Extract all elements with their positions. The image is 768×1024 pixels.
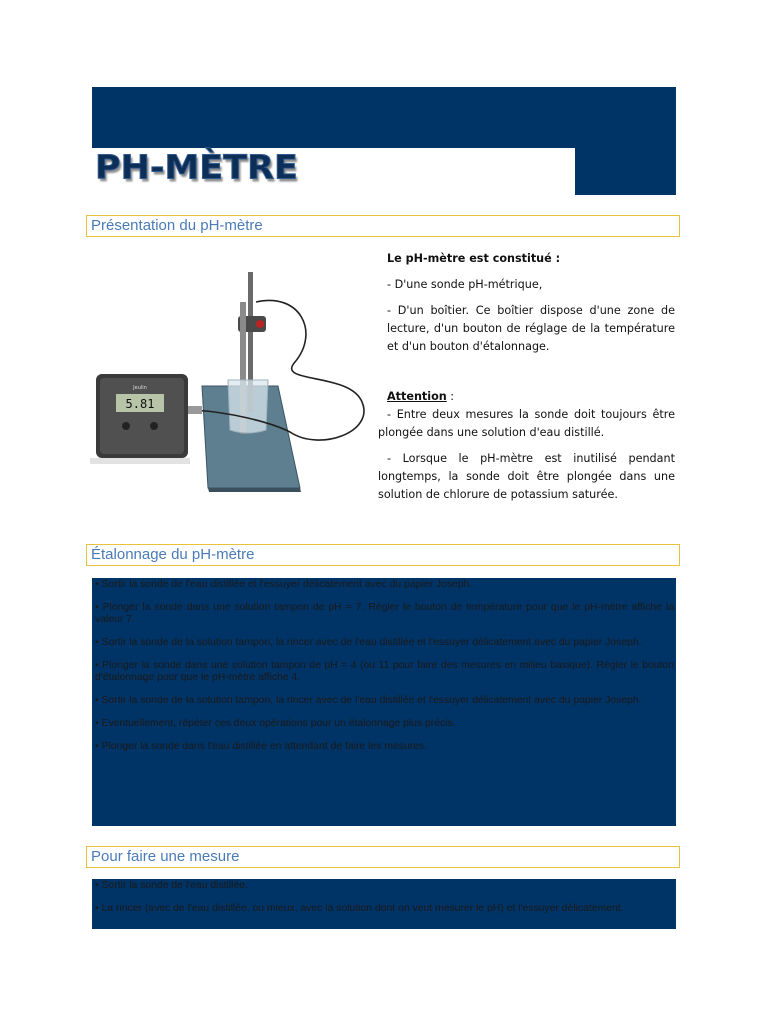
ph-meter-photo <box>90 262 380 494</box>
section-heading-label: Présentation du pH-mètre <box>91 217 263 234</box>
component-box: - D'un boîtier. Ce boîtier dispose d'une zone de lecture, d'un bouton de réglage de la température et d'un bouton d'étalonnage. <box>387 304 675 353</box>
section-heading-mesure <box>86 846 680 868</box>
presentation-text <box>378 250 675 512</box>
attention-label: Attention <box>387 390 447 403</box>
temperature-knob <box>122 422 130 430</box>
mesure-step: • Sortir la sonde de l'eau distillée. <box>95 880 248 891</box>
etalonnage-steps <box>92 578 676 826</box>
etalonnage-step: • Plonger la sonde dans une solution tampon de pH = 7. Régler le bouton de température pour que le pH-mètre affiche la valeur 7. <box>95 602 674 625</box>
etalonnage-step: • Sortir la sonde de la solution tampon, la rincer avec de l'eau distillée et l'essuyer délicatement avec du papier Joseph. <box>95 637 642 648</box>
intro-text: Le pH-mètre est constitué : <box>387 252 561 265</box>
mesure-steps <box>92 879 676 929</box>
meter-shadow <box>90 458 190 464</box>
section-heading-presentation <box>86 215 680 237</box>
meter-display-value: 5.81 <box>125 397 155 411</box>
attention-heading <box>378 388 675 406</box>
beaker <box>228 380 268 433</box>
etalonnage-step: • Plonger la sonde dans une solution tampon de pH = 4 (ou 11 pour faire des mesures en milieu basique). Régler le bouton d'étalonnage pour que le pH-mètre affiche 4. <box>95 660 674 683</box>
cable-connector <box>188 406 202 414</box>
warning-storage: - Entre deux mesures la sonde doit toujours être plongée dans une solution d'eau distillé. <box>378 408 675 439</box>
meter-brand: Jeulin <box>133 385 147 391</box>
calibration-knob <box>150 422 158 430</box>
etalonnage-step: • Plonger la sonde dans l'eau distillée en attendant de faire les mesures. <box>95 741 427 752</box>
attention-colon: : <box>446 390 455 403</box>
mesure-step: • La rincer (avec de l'eau distillée, ou mieux, avec la solution dont on veut mesurer le pH) et l'essuyer délicatement. <box>95 903 624 914</box>
etalonnage-step: • Eventuellement, répéter ces deux opérations pour un étalonnage plus précis. <box>95 718 456 729</box>
warning-long-term: - Lorsque le pH-mètre est inutilisé pendant longtemps, la sonde doit être plongée dans une solution de chlorure de potassium saturée. <box>378 452 675 501</box>
section-heading-label: Étalonnage du pH-mètre <box>91 546 255 563</box>
section-heading-label: Pour faire une mesure <box>91 848 240 865</box>
etalonnage-step: • Sortir la sonde de l'eau distillée et l'essuyer délicatement avec du papier Joseph. <box>95 579 473 590</box>
clamp-knob <box>256 320 264 328</box>
page-title: PH-MÈTRE <box>95 149 298 187</box>
section-heading-etalonnage <box>86 544 680 566</box>
component-probe: - D'une sonde pH-métrique, <box>387 278 543 291</box>
stand-base-edge <box>208 488 301 492</box>
etalonnage-step: • Sortir la sonde de la solution tampon, la rincer avec de l'eau distillée et l'essuyer délicatement avec du papier Joseph. <box>95 695 642 706</box>
